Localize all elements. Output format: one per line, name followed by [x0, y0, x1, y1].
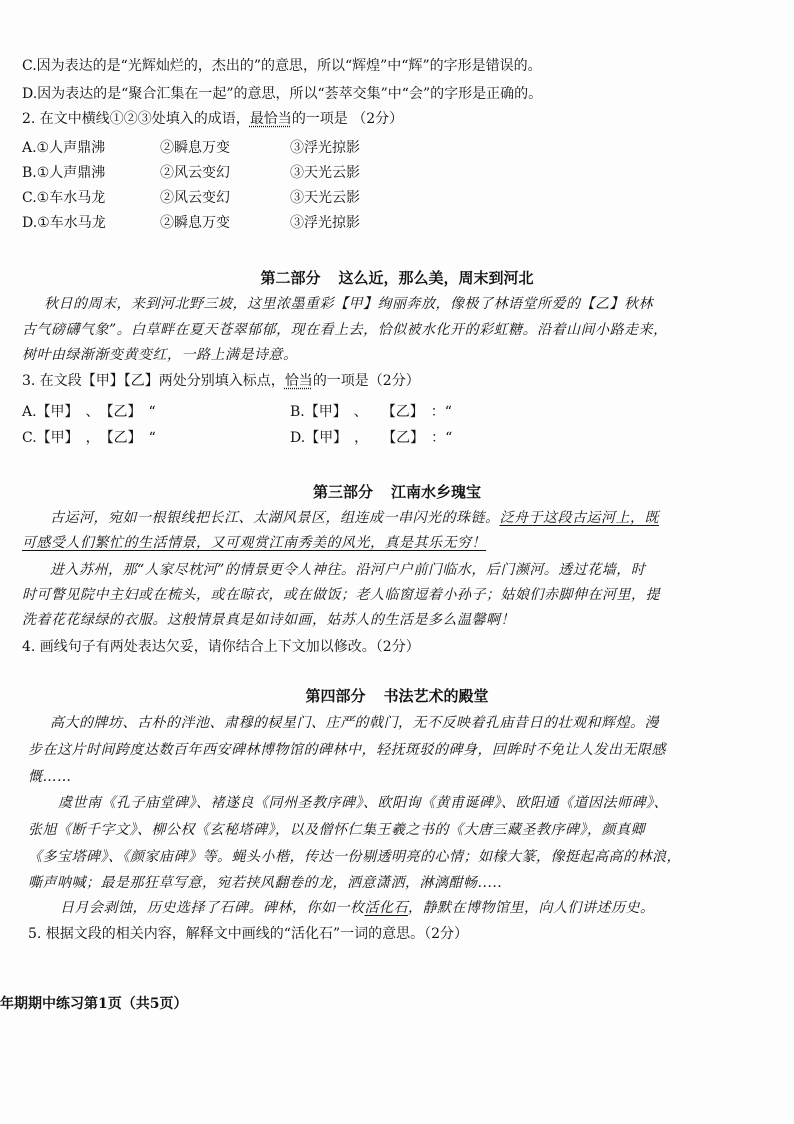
part4-line3: 慨……	[28, 769, 72, 785]
part3-line5: 洗着花花绿绿的衣服。这般情景真是如诗如画，姑苏人的生活是多么温馨啊！	[22, 612, 515, 628]
part4-heading	[0, 686, 794, 706]
part3-heading-title: 江南水乡瑰宝	[391, 483, 482, 501]
part4-line1: 高大的牌坊、古朴的泮池、肃穆的棂星门、庄严的戟门，无不反映着孔庙昔日的壮观和辉煌。漫	[50, 715, 659, 731]
q2-option-b-2: ②风云变幻	[160, 165, 230, 181]
q3-stem-part1: 3. 在文段【甲】【乙】两处分别填入标点，	[22, 373, 285, 389]
part3-line3: 进入苏州，那“人家尽枕河”的情景更令人神往。沿河户户前门临水，后门濒河。透过花墙，时	[50, 562, 646, 578]
q2-option-b-3: ③天光云影	[290, 165, 360, 181]
part4-line8-end: ，静默在博物馆里，向人们讲述历史。	[408, 900, 655, 916]
page-footer: 年期期中练习第1页（共5页）	[0, 996, 188, 1012]
part3-heading-label: 第三部分	[312, 483, 373, 501]
q1-option-d: D.因为表达的是“聚合汇集在一起”的意思，所以“荟萃交集”中“会”的字形是正确的。	[22, 86, 543, 102]
q2-option-c-label: C.①车水马龙	[22, 190, 106, 206]
part2-heading	[0, 268, 794, 288]
part4-line6: 《多宝塔碑》、《颜家庙碑》等。蝇头小楷，传达一份剔透明亮的心情；如椽大篆，像挺起高高的林浪，	[28, 849, 681, 865]
q2-option-b-label: B.①人声鼎沸	[22, 165, 106, 181]
part4-heading-label: 第四部分	[305, 687, 366, 705]
q3-option-c: C.【甲】 ， 【乙】 “	[22, 430, 156, 446]
part3-line4: 时可瞥见院中主妇或在梳头，或在晾衣，或在做饭；老人临窗逗着小孙子；姑娘们赤脚伸在河里，提	[22, 587, 660, 603]
q3-stem-emphasis: 恰当	[284, 373, 313, 389]
q2-option-a-2: ②瞬息万变	[160, 140, 230, 156]
part2-heading-label: 第二部分	[260, 269, 321, 287]
part4-line4: 虞世南《孔子庙堂碑》、褚遂良《同州圣教序碑》、欧阳询《黄甫诞碑》、欧阳通《道因法师碑》、	[58, 795, 668, 811]
q2-option-d-3: ③浮光掠影	[290, 215, 360, 231]
part4-line2: 步在这片时间跨度达数百年西安碑林博物馆的碑林中，轻抚斑驳的碑身，回眸时不免让人发出无限感	[28, 742, 666, 758]
part2-para-line2: 古气磅礴气象”。白草畔在夏天苍翠郁郁，现在看上去，恰似被水化开的彩虹糖。沿着山间小路走来，	[22, 322, 668, 338]
part3-underlined-sentence-start: 泛舟于这段古运河上，既	[499, 510, 659, 526]
part4-line5: 张旭《断千字文》、柳公权《玄秘塔碑》，以及僧怀仁集王羲之书的《大唐三藏圣教序碑》，颜真卿	[28, 822, 645, 838]
part2-heading-title: 这么近，那么美，周末到河北	[338, 269, 534, 287]
part3-line1-plain: 古运河，宛如一根银线把长江、太湖风景区，组连成一串闪光的珠链。	[50, 510, 500, 526]
part3-underlined-sentence-end: 可感受人们繁忙的生活情景，又可观赏江南秀美的风光，真是其乐无穷！	[22, 535, 486, 551]
q3-option-b: B.【甲】 、 【乙】 ：“	[290, 404, 452, 420]
q3-option-a: A.【甲】 、 【乙】 “	[22, 404, 156, 420]
q2-option-a-3: ③浮光掠影	[290, 140, 360, 156]
q2-option-d-2: ②瞬息万变	[160, 215, 230, 231]
part2-para-line3: 树叶由绿渐渐变黄变红，一路上满是诗意。	[22, 347, 298, 363]
q2-stem	[22, 109, 403, 129]
q3-stem	[22, 371, 420, 391]
part2-para-line1: 秋日的周末，来到河北野三坡，这里浓墨重彩【甲】绚丽奔放，像极了林语堂所爱的【乙】秋林	[44, 296, 653, 312]
q4-stem: 4. 画线句子有两处表达欠妥，请你结合上下文加以修改。（2分）	[22, 639, 420, 655]
q2-stem-part2: 的一项是 （2分）	[291, 111, 404, 127]
part4-heading-title: 书法艺术的殿堂	[383, 687, 489, 705]
part4-line8-start: 日月会剥蚀，历史选择了石碑。碑林，你如一枚	[60, 900, 365, 916]
q5-stem: 5. 根据文段的相关内容，解释文中画线的“活化石”一词的意思。（2分）	[28, 926, 469, 942]
underlined-term-huohuashi: 活化石	[364, 900, 408, 916]
part4-line7: 嘶声呐喊；最是那狂草写意，宛若挟风翻卷的龙，洒意潇洒，淋漓酣畅.....	[28, 875, 503, 891]
q2-stem-part1: 2. 在文中横线①②③处填入的成语，	[22, 111, 250, 127]
q2-option-c-3: ③天光云影	[290, 190, 360, 206]
part4-line8	[60, 898, 655, 918]
q2-option-c-2: ②风云变幻	[160, 190, 230, 206]
q2-option-d-label: D.①车水马龙	[22, 215, 106, 231]
q1-option-c: C.因为表达的是“光辉灿烂的，杰出的”的意思，所以“辉煌”中“辉”的字形是错误的。	[22, 58, 542, 74]
q3-option-d: D.【甲】 ， 【乙】 ：“	[290, 430, 453, 446]
q2-stem-emphasis: 最恰当	[249, 111, 292, 127]
q3-stem-part2: 的一项是（2分）	[312, 373, 420, 389]
part3-line1	[50, 508, 659, 528]
q2-option-a-label: A.①人声鼎沸	[22, 140, 106, 156]
part3-heading	[0, 482, 794, 502]
